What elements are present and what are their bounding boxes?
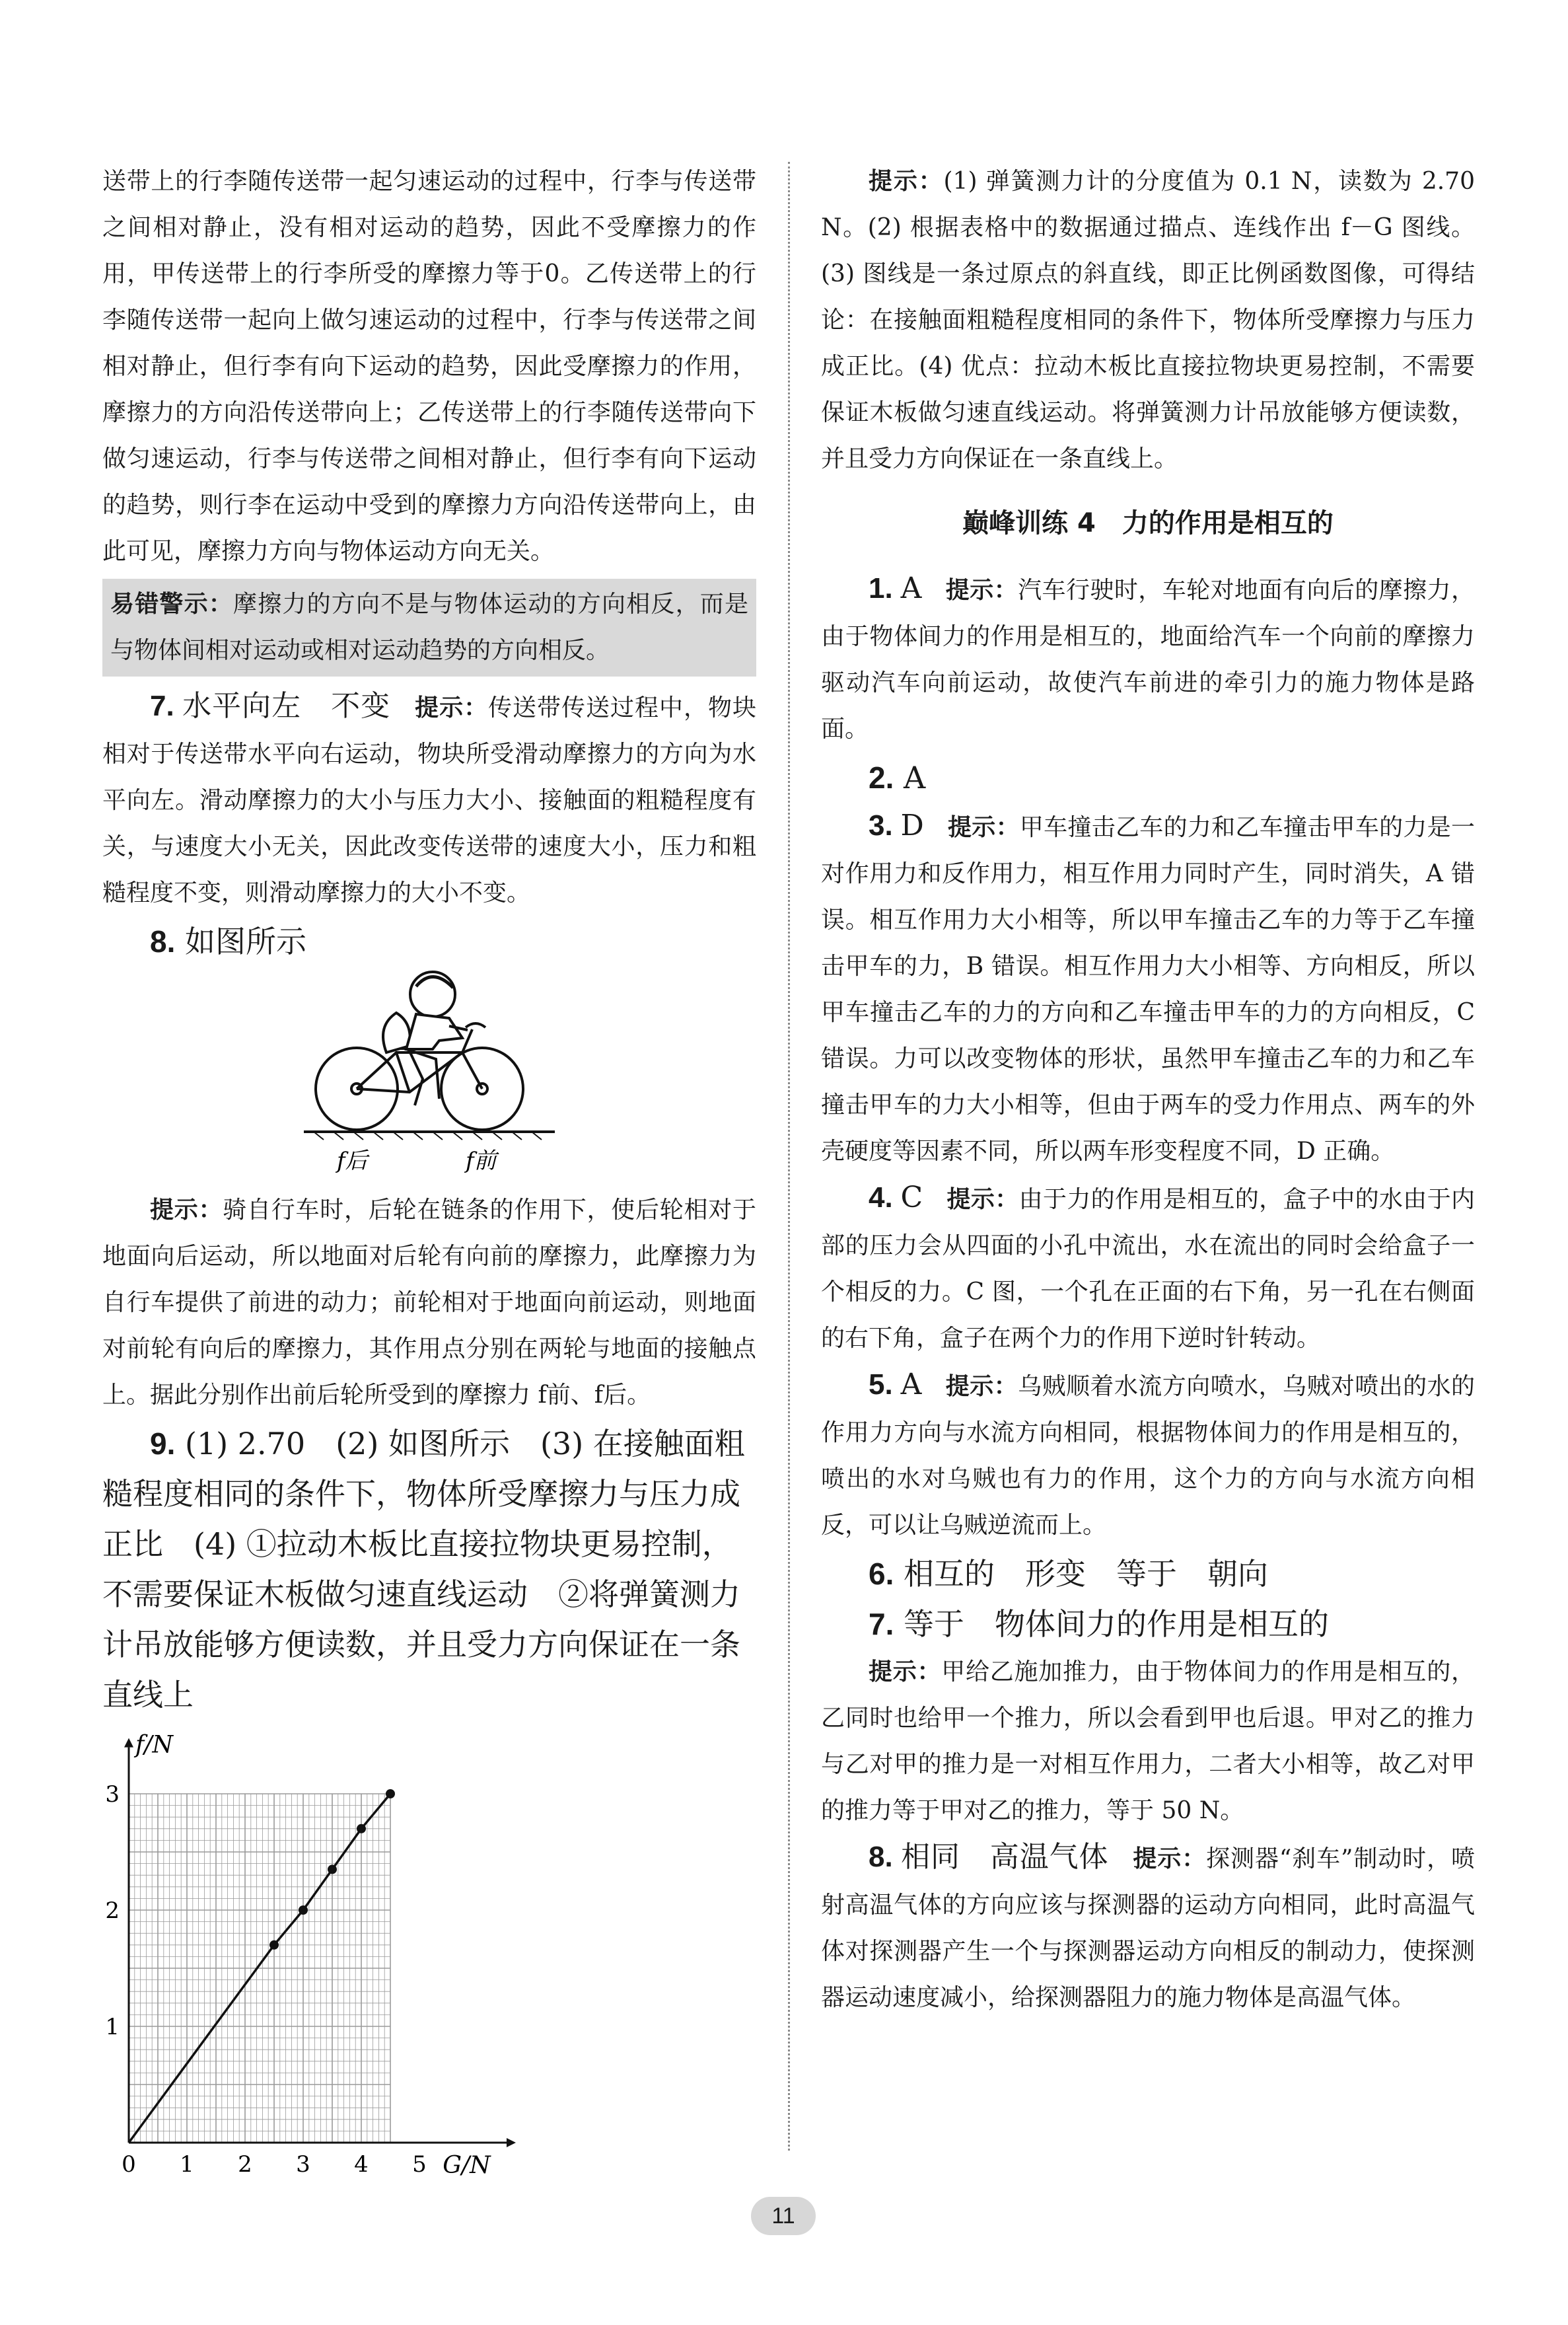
- r-q1-hint-label: 提示：: [945, 577, 1018, 604]
- r-question-4: [821, 1175, 1475, 1362]
- x-tick-label: 3: [296, 2151, 310, 2178]
- label-f-front: f前: [466, 1148, 497, 1174]
- p1-hint-label: 提示：: [869, 168, 944, 195]
- r-q8-hint: 探测器“刹车”制动时，喷射高温气体的方向应该与探测器的运动方向相同，此时高温气体对探测器产生一个与探测器运动方向相反的制动力，使探测器运动速度减小，给探测器阻力的施力物体是高温气体。: [821, 1845, 1475, 2011]
- r-q7-number: 7.: [869, 1607, 894, 1641]
- data-point: [357, 1824, 366, 1833]
- r-q5-hint-label: 提示：: [945, 1373, 1018, 1400]
- q8-hint-paragraph: [102, 1187, 756, 1419]
- r-q7-hint: 甲给乙施加推力，由于物体间力的作用是相互的，乙同时也给甲一个推力，所以会看到甲也后退。甲对乙的推力与乙对甲的推力是一对相互作用力，二者大小相等，故乙对甲的推力等于甲对乙的推力，等于 50 N。: [821, 1658, 1475, 1824]
- r-question-8: [821, 1834, 1475, 2021]
- page-number: 11: [751, 2197, 816, 2235]
- right-column: [821, 159, 1475, 2021]
- question-8: [102, 916, 756, 967]
- handlebar: [466, 1023, 485, 1027]
- r-question-1: [821, 566, 1475, 753]
- q8-number: 8.: [150, 924, 176, 959]
- r-q6-number: 6.: [869, 1557, 894, 1591]
- label-f-rear: f后: [337, 1148, 368, 1174]
- r-q7-hint-label: 提示：: [869, 1658, 942, 1685]
- question-7: [102, 683, 756, 916]
- r-q1-answer: A: [900, 572, 922, 605]
- x-tick-label: 2: [238, 2151, 252, 2178]
- r-q2-number: 2.: [869, 760, 894, 795]
- q7-hint: 传送带传送过程中，物块相对于传送带水平向右运动，物块所受滑动摩擦力的方向为水平向左。滑动摩擦力的大小与压力大小、接触面的粗糙程度有关，与速度大小无关，因此改变传送带的速度大小，压力和粗糙程度不变，则滑动摩擦力的大小不变。: [102, 694, 756, 906]
- r-q3-hint-label: 提示：: [947, 814, 1020, 841]
- r-q8-answer: 相同 高温气体: [901, 1840, 1109, 1874]
- rider-leg-2: [410, 1051, 423, 1105]
- data-point: [386, 1789, 395, 1798]
- r-question-7: [821, 1599, 1475, 1649]
- section-title: 巅峰训练 4 力的作用是相互的: [962, 508, 1334, 538]
- warning-text: 摩擦力的方向不是与物体运动的方向相反，而是与物体间相对运动或相对运动趋势的方向相反。: [110, 591, 748, 664]
- warning-box: [102, 579, 756, 677]
- right-paragraph-1: [821, 159, 1475, 482]
- r-q8-hint-label: 提示：: [1132, 1845, 1207, 1872]
- r-q7-hint-paragraph: [821, 1649, 1475, 1834]
- r-q6-answer: 相互的 形变 等于 朝向: [904, 1556, 1268, 1592]
- q9-number: 9.: [150, 1426, 176, 1461]
- r-q3-hint: 甲车撞击乙车的力和乙车撞击甲车的力是一对作用力和反作用力，相互作用力同时产生，同时消失，A 错误。相互作用力大小相等，所以甲车撞击乙车的力等于乙车撞击甲车的力，B 错误。相互作用力大小相等、方向相反，所以甲车撞击乙车的力的方向和乙车撞击甲车的力的方向相反，C 错误。力可以改变物体的形状，虽然甲车撞击乙车的力和乙车撞击甲车的力大小相等，但由于两车的受力作用点、两车的外壳硬度等因素不同，所以两车形变程度不同，D 正确。: [821, 814, 1475, 1165]
- x-tick-label: 1: [180, 2151, 194, 2178]
- left-paragraph-1: 送带上的行李随传送带一起匀速运动的过程中，行李与传送带之间相对静止，没有相对运动的趋势，因此不受摩擦力的作用，甲传送带上的行李所受的摩擦力等于0。乙传送带上的行李随传送带一起向上做匀速运动的过程中，行李与传送带之间相对静止，但行李有向下运动的趋势，因此受摩擦力的作用，摩擦力的方向沿传送带向上；乙传送带上的行李随传送带向下做匀速运动，行李与传送带之间相对静止，但行李有向下运动的趋势，则行李在运动中受到的摩擦力方向沿传送带向上，由此可见，摩擦力方向与物体运动方向无关。: [102, 168, 756, 565]
- r-q1-number: 1.: [869, 572, 893, 605]
- bike-frame-bottom: [357, 1052, 462, 1092]
- r-q1-hint: 汽车行驶时，车轮对地面有向后的摩擦力，由于物体间力的作用是相互的，地面给汽车一个向前的摩擦力驱动汽车向前运动，故使汽车前进的牵引力的施力物体是路面。: [821, 577, 1475, 743]
- r-question-6: [821, 1549, 1475, 1599]
- q7-answer: 水平向左 不变: [182, 689, 391, 723]
- x-tick-label: 4: [354, 2151, 369, 2178]
- data-point: [269, 1940, 279, 1950]
- q8-answer: 如图所示: [185, 924, 306, 959]
- y-tick-label: 2: [105, 1898, 120, 1924]
- bicycle-figure: [297, 967, 561, 1185]
- r-q4-number: 4.: [869, 1181, 893, 1214]
- r-q2-answer: A: [904, 760, 926, 795]
- y-tick-label: 1: [105, 2014, 120, 2040]
- rider-body: [406, 1014, 462, 1049]
- data-point: [328, 1864, 337, 1874]
- x-axis-arrow: [507, 2138, 516, 2147]
- x-tick-label: 5: [412, 2151, 427, 2178]
- r-q4-answer: C: [900, 1181, 923, 1214]
- p1-hint: (1) 弹簧测力计的分度值为 0.1 N，读数为 2.70 N。(2) 根据表格中的数据通过描点、连线作出 f－G 图线。(3) 图线是一条过原点的斜直线，即正比例函数图像，可得结论：在接触面粗糙程度相同的条件下，物体所受摩擦力与压力成正比。(4) 优点：拉动木板比直接拉物块更易控制，不需要保证木板做匀速直线运动。将弹簧测力计吊放能够方便读数，并且受力方向保证在一条直线上。: [821, 168, 1475, 472]
- q8-hint: 骑自行车时，后轮在链条的作用下，使后轮相对于地面向后运动，所以地面对后轮有向前的摩擦力，此摩擦力为自行车提供了前进的动力；前轮相对于地面向前运动，则地面对前轮有向后的摩擦力，其作用点分别在两轮与地面的接触点上。据此分别作出前后轮所受到的摩擦力 f前、f后。: [102, 1197, 756, 1409]
- f-g-chart: [102, 1726, 618, 2182]
- r-question-5: [821, 1362, 1475, 1549]
- y-axis-label: f/N: [135, 1731, 173, 1759]
- q7-hint-label: 提示：: [414, 694, 489, 721]
- x-tick-label: 0: [122, 2151, 136, 2178]
- r-q3-number: 3.: [869, 809, 893, 842]
- r-question-2: [821, 753, 1475, 803]
- left-column: [102, 159, 756, 2182]
- rider-head: [410, 972, 455, 1017]
- q7-number: 7.: [150, 690, 174, 722]
- r-q5-hint: 乌贼顺着水流方向喷水，乌贼对喷出的水的作用力方向与水流方向相同，根据物体间力的作用是相互的，喷出的水对乌贼也有力的作用，这个力的方向与水流方向相反，可以让乌贼逆流而上。: [821, 1373, 1475, 1539]
- r-q4-hint: 由于力的作用是相互的，盒子中的水由于内部的压力会从四面的小孔中流出，水在流出的同时会给盒子一个相反的力。C 图，一个孔在正面的右下角，另一孔在右侧面的右下角，盒子在两个力的作用下逆时针转动。: [821, 1186, 1475, 1352]
- r-q5-answer: A: [900, 1368, 922, 1401]
- y-axis-arrow: [124, 1738, 133, 1748]
- q9-answer: (1) 2.70 (2) 如图所示 (3) 在接触面粗糙程度相同的条件下，物体所受摩擦力与压力成正比 (4) ①拉动木板比直接拉物块更易控制，不需要保证木板做匀速直线运动 ②将弹簧测力计吊放能够方便读数，并且受力方向保证在一条直线上: [102, 1426, 745, 1713]
- r-q7-answer: 等于 物体间力的作用是相互的: [904, 1606, 1329, 1642]
- data-point: [299, 1905, 308, 1915]
- x-axis-label: G/N: [443, 2152, 491, 2179]
- y-tick-label: 3: [105, 1781, 120, 1808]
- q8-hint-label: 提示：: [150, 1197, 223, 1224]
- r-q8-number: 8.: [869, 1841, 893, 1873]
- r-q4-hint-label: 提示：: [946, 1186, 1019, 1213]
- question-9: [102, 1419, 756, 1720]
- r-q5-number: 5.: [869, 1368, 893, 1401]
- r-q3-answer: D: [900, 809, 924, 842]
- column-divider: [788, 162, 790, 2151]
- warning-label: 易错警示：: [110, 591, 233, 618]
- r-question-3: [821, 803, 1475, 1175]
